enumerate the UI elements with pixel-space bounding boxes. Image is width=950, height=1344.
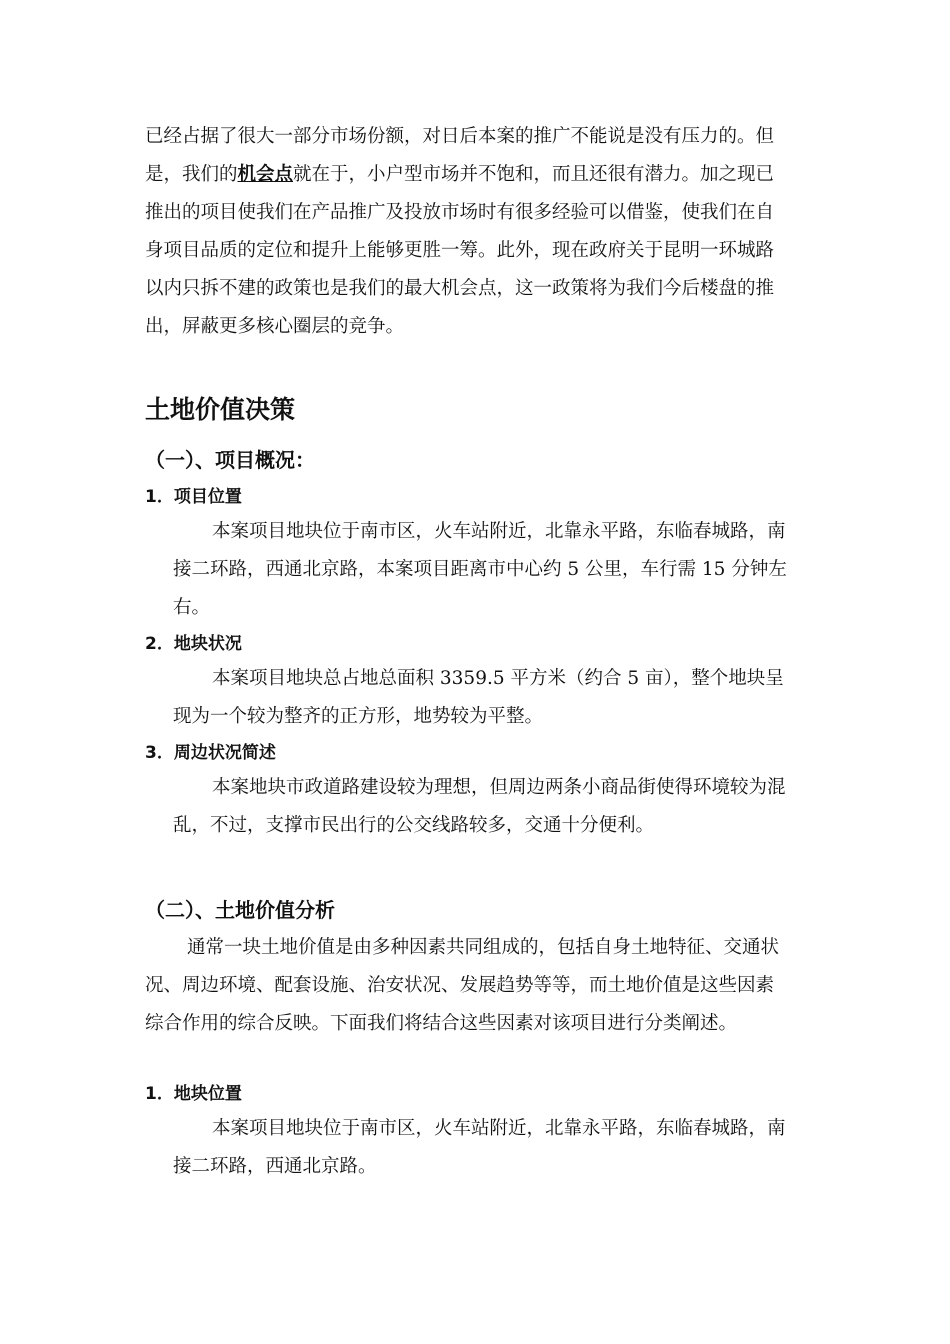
part2-item1-heading: 1．地块位置 [145,1084,242,1104]
part2-para-line-3: 综合作用的综合反映。下面我们将结合这些因素对该项目进行分类阐述。 [145,1013,738,1034]
part1-item1-heading: 1．项目位置 [145,487,242,507]
intro-line-3: 推出的项目使我们在产品推广及投放市场时有很多经验可以借鉴，使我们在自 [145,202,775,223]
part2-para-line-1: 通常一块土地价值是由多种因素共同组成的，包括自身土地特征、交通状 [187,937,780,958]
section-title: 土地价值决策 [145,395,296,424]
intro-line-5: 以内只拆不建的政策也是我们的最大机会点，这一政策将为我们今后楼盘的推 [145,278,775,299]
part2-item1-line-1: 本案项目地块位于南市区，火车站附近，北靠永平路，东临春城路，南 [212,1118,786,1139]
part1-title: （一）、项目概况： [145,448,315,472]
part1-item1-line-3: 右。 [173,597,211,618]
intro-line-1: 已经占据了很大一部分市场份额，对日后本案的推广不能说是没有压力的。但 [145,126,775,147]
part1-item3-line-2: 乱，不过，支撑市民出行的公交线路较多，交通十分便利。 [173,815,655,836]
intro-line-4: 身项目品质的定位和提升上能够更胜一筹。此外，现在政府关于昆明一环城路 [145,240,775,261]
part1-item2-heading: 2．地块状况 [145,634,242,654]
opportunity-keyword: 机会点 [237,164,294,185]
part2-title: （二）、土地价值分析 [145,898,335,922]
part1-item1-line-2: 接二环路，西通北京路，本案项目距离市中心约 5 公里，车行需 15 分钟左 [173,559,787,580]
intro-line-2 [145,164,774,186]
intro-line-2-pre: 是，我们的 [145,164,238,185]
intro-line-6: 出，屏蔽更多核心圈层的竞争。 [145,316,405,337]
part2-item1-line-2: 接二环路，西通北京路。 [173,1156,377,1177]
part1-item1-line-1: 本案项目地块位于南市区，火车站附近，北靠永平路，东临春城路，南 [212,521,786,542]
part1-item2-line-2: 现为一个较为整齐的正方形，地势较为平整。 [173,706,544,727]
part1-item3-line-1: 本案地块市政道路建设较为理想，但周边两条小商品街使得环境较为混 [212,777,786,798]
intro-line-2-post: 就在于，小户型市场并不饱和，而且还很有潜力。加之现已 [293,164,775,185]
part2-para-line-2: 况、周边环境、配套设施、治安状况、发展趋势等等，而土地价值是这些因素 [145,975,775,996]
part1-item2-line-1: 本案项目地块总占地总面积 3359.5 平方米（约合 5 亩），整个地块呈 [212,668,784,689]
part1-item3-heading: 3．周边状况简述 [145,743,276,763]
